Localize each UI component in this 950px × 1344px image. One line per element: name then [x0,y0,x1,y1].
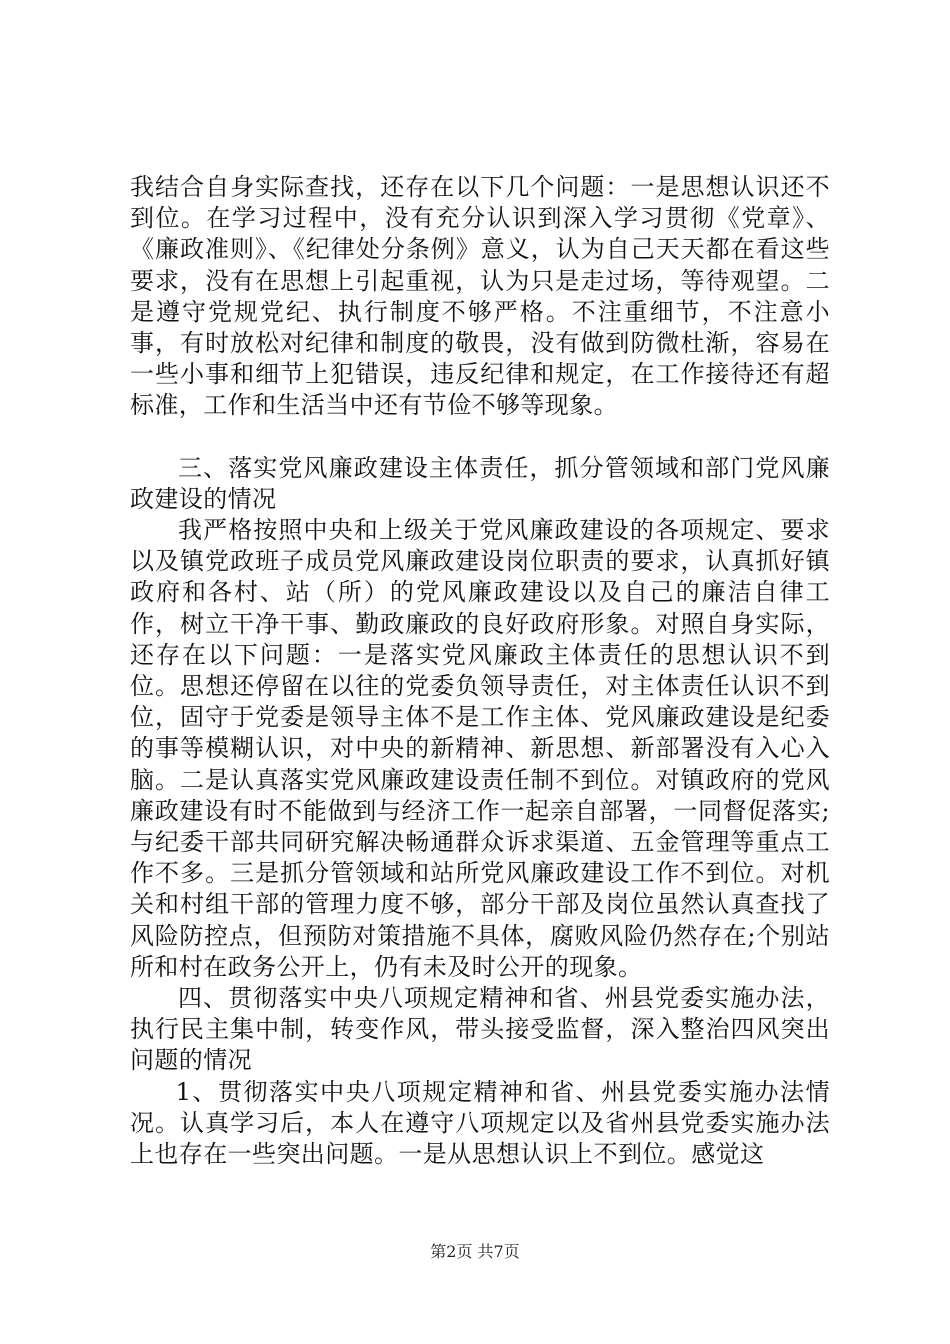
paragraph-eight-rules: 1、贯彻落实中央八项规定精神和省、州县党委实施办法情况。认真学习后，本人在遵守八项规定以及省州县党委实施办法上也存在一些突出问题。一是从思想认识上不到位。感觉这 [130,1077,830,1169]
section-heading-4: 四、贯彻落实中央八项规定精神和省、州县党委实施办法，执行民主集中制，转变作风，带头接受监督，深入整治四风突出问题的情况 [130,984,830,1075]
section-heading-3: 三、落实党风廉政建设主体责任，抓分管领域和部门党风廉政建设的情况 [130,453,830,513]
paragraph-gap [130,422,830,453]
paragraph-responsibility: 我严格按照中央和上级关于党风廉政建设的各项规定、要求以及镇党政班子成员党风廉政建设岗位职责的要求，认真抓好镇政府和各村、站（所）的党风廉政建设以及自己的廉洁自律工作，树立干净干事、勤政廉政的良好政府形象。对照自身实际，还存在以下问题：一是落实党风廉政主体责任的思想认识不到位。思想还停留在以往的党委负领导责任，对主体责任认识不到位，固守于党委是领导主体不是工作主体、党风廉政建设是纪委的事等模糊认识，对中央的新精神、新思想、新部署没有入心入脑。二是认真落实党风廉政建设责任制不到位。对镇政府的党风廉政建设有时不能做到与经济工作一起亲自部署，一同督促落实;与纪委干部共同研究解决畅通群众诉求渠道、五金管理等重点工作不多。三是抓分管领域和站所党风廉政建设工作不到位。对机关和村组干部的管理力度不够，部分干部及岗位虽然认真查找了风险防控点，但预防对策措施不具体，腐败风险仍然存在;个别站所和村在政务公开上，仍有未及时公开的现象。 [130,516,830,981]
document-body [130,172,830,1170]
paragraph-problems-found: 我结合自身实际查找，还存在以下几个问题：一是思想认识还不到位。在学习过程中，没有充分认识到深入学习贯彻《党章》、《廉政准则》、《纪律处分条例》意义，认为自己天天都在看这些要求，没有在思想上引起重视，认为只是走过场，等待观望。二是遵守党规党纪、执行制度不够严格。不注重细节，不注意小事，有时放松对纪律和制度的敬畏，没有做到防微杜渐，容易在一些小事和细节上犯错误，违反纪律和规定，在工作接待还有超标准，工作和生活当中还有节俭不够等现象。 [130,173,830,420]
page-number-footer: 第2页 共7页 [430,1242,520,1261]
